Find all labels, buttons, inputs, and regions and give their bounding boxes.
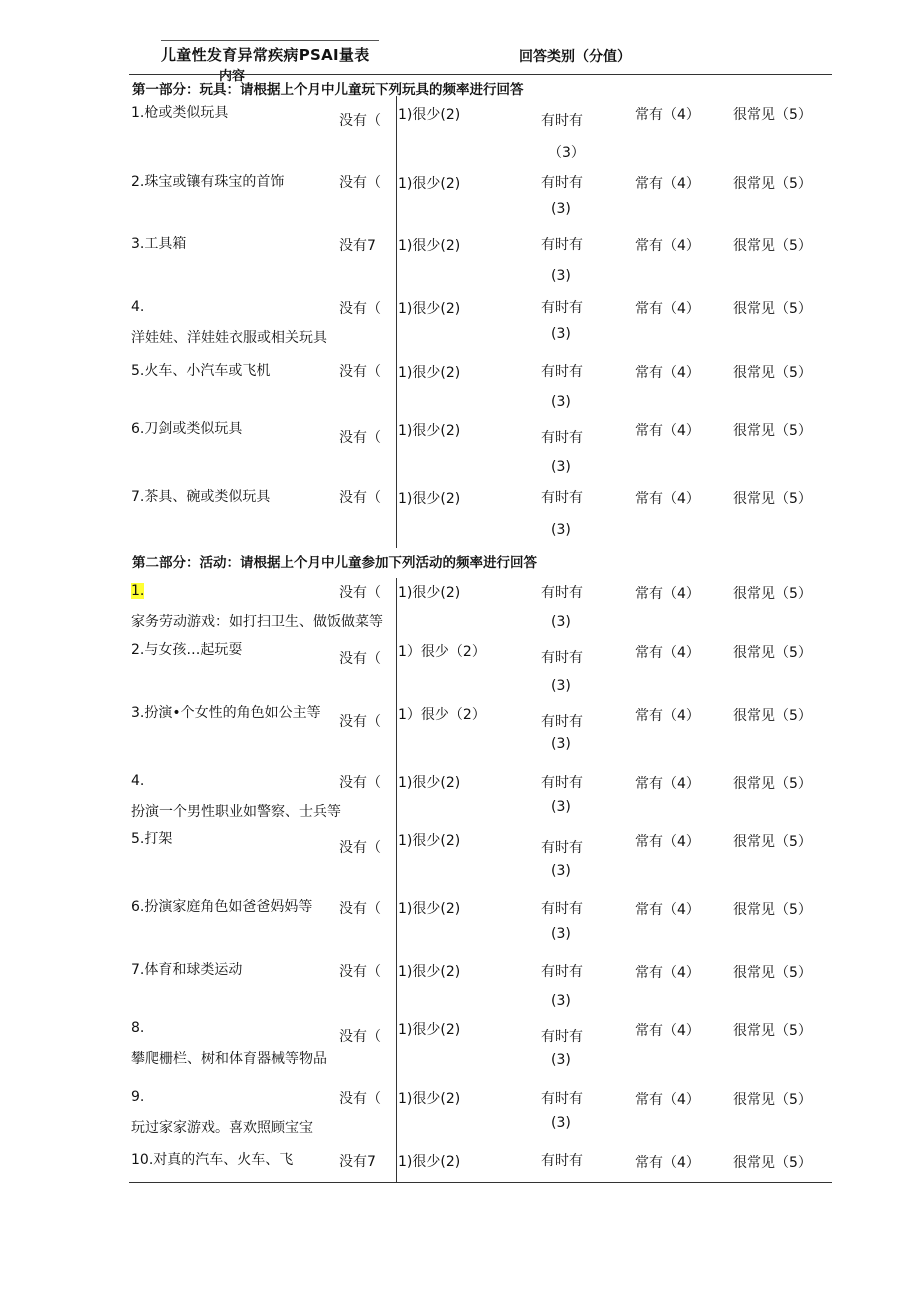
option-rare: 1)很少(2) bbox=[398, 238, 461, 254]
option-sometimes: 有时有 bbox=[541, 237, 583, 253]
option-rare: 1）很少（2） bbox=[398, 707, 486, 723]
part1-item-6 bbox=[0, 414, 920, 474]
option-rare: 1)很少(2) bbox=[398, 901, 461, 917]
part1-heading: 第一部分：玩具：请根据上个月中儿童玩下列玩具的频率进行回答 bbox=[132, 82, 524, 98]
header-top-rule bbox=[161, 40, 379, 41]
option-very-frequent: 很常见（5） bbox=[733, 176, 812, 192]
item-label: 3.工具箱 bbox=[131, 236, 187, 252]
option-very-frequent: 很常见（5） bbox=[733, 1155, 812, 1171]
option-sometimes: 有时有 bbox=[541, 714, 583, 730]
part1-item-5 bbox=[0, 356, 920, 416]
option-rare: 1)很少(2) bbox=[398, 964, 461, 980]
option-often: 常有（4） bbox=[635, 1155, 700, 1171]
item-label: 1.家务劳动游戏：如打扫卫生、做饭做菜等 bbox=[131, 583, 383, 630]
option-sometimes-score: (3) bbox=[551, 678, 571, 694]
option-none: 没有（ bbox=[339, 901, 381, 917]
option-none: 没有（ bbox=[339, 1029, 381, 1045]
part2-item-1 bbox=[0, 576, 920, 636]
option-sometimes: 有时有 bbox=[541, 585, 583, 601]
option-none: 没有（ bbox=[339, 175, 381, 191]
option-very-frequent: 很常见（5） bbox=[733, 902, 812, 918]
option-sometimes: 有时有 bbox=[541, 1091, 583, 1107]
option-sometimes: 有时有 bbox=[541, 775, 583, 791]
option-none: 没有（ bbox=[339, 113, 381, 129]
item-label: 7.体育和球类运动 bbox=[131, 962, 243, 978]
option-rare: 1）很少（2） bbox=[398, 644, 486, 660]
item-label: 10.对真的汽车、火车、飞 bbox=[131, 1152, 294, 1168]
header-bottom-rule bbox=[129, 74, 832, 75]
item-label: 2.与女孩…起玩耍 bbox=[131, 642, 243, 658]
scale-title: 儿童性发育异常疾病PSAI量表 bbox=[161, 46, 370, 64]
option-sometimes-score: (3) bbox=[551, 799, 571, 815]
part1-item-7 bbox=[0, 482, 920, 542]
option-sometimes: 有时有 bbox=[541, 300, 583, 316]
option-sometimes-score: (3) bbox=[551, 201, 571, 217]
option-very-frequent: 很常见（5） bbox=[733, 708, 812, 724]
option-often: 常有（4） bbox=[635, 902, 700, 918]
option-very-frequent: 很常见（5） bbox=[733, 645, 812, 661]
item-label: 7.茶具、碗或类似玩具 bbox=[131, 489, 271, 505]
part2-item-7 bbox=[0, 955, 920, 1015]
option-often: 常有（4） bbox=[635, 586, 700, 602]
part1-item-3 bbox=[0, 229, 920, 289]
option-sometimes-score: (3) bbox=[551, 736, 571, 752]
option-rare: 1)很少(2) bbox=[398, 833, 461, 849]
option-often: 常有（4） bbox=[635, 423, 700, 439]
option-sometimes: 有时有 bbox=[541, 113, 583, 129]
part2-item-4 bbox=[0, 766, 920, 826]
option-often: 常有（4） bbox=[635, 1023, 700, 1039]
option-sometimes: 有时有 bbox=[541, 1029, 583, 1045]
item-label: 4.洋娃娃、洋娃娃衣服或相关玩具 bbox=[131, 299, 327, 346]
option-often: 常有（4） bbox=[635, 645, 700, 661]
item-label: 5.打架 bbox=[131, 831, 173, 847]
item-label: 6.扮演家庭角色如爸爸妈妈等 bbox=[131, 899, 313, 915]
option-sometimes-score: (3) bbox=[551, 1052, 571, 1068]
option-very-frequent: 很常见（5） bbox=[733, 238, 812, 254]
option-sometimes: 有时有 bbox=[541, 650, 583, 666]
part2-item-6 bbox=[0, 892, 920, 952]
highlighted-number: 1. bbox=[131, 583, 145, 599]
option-none: 没有7 bbox=[339, 1154, 376, 1170]
part1-item-1 bbox=[0, 98, 920, 161]
option-sometimes-score: (3) bbox=[551, 1115, 571, 1131]
option-rare: 1)很少(2) bbox=[398, 107, 461, 123]
option-very-frequent: 很常见（5） bbox=[733, 776, 812, 792]
option-none: 没有（ bbox=[339, 775, 381, 791]
option-sometimes-score: (3) bbox=[551, 394, 571, 410]
option-none: 没有（ bbox=[339, 585, 381, 601]
item-label: 8.攀爬栅栏、树和体育器械等物品 bbox=[131, 1020, 327, 1067]
part2-heading: 第二部分：活动：请根据上个月中儿童参加下列活动的频率进行回答 bbox=[132, 555, 537, 571]
option-rare: 1)很少(2) bbox=[398, 775, 461, 791]
option-sometimes-score: (3) bbox=[551, 993, 571, 1009]
option-very-frequent: 很常见（5） bbox=[733, 1092, 812, 1108]
option-sometimes-score: (3) bbox=[551, 863, 571, 879]
option-sometimes: 有时有 bbox=[541, 175, 583, 191]
option-sometimes: 有时有 bbox=[541, 430, 583, 446]
option-very-frequent: 很常见（5） bbox=[733, 586, 812, 602]
option-very-frequent: 很常见（5） bbox=[733, 107, 812, 123]
option-sometimes-score: (3) bbox=[551, 926, 571, 942]
option-none: 没有（ bbox=[339, 430, 381, 446]
option-sometimes-score: （3） bbox=[548, 145, 585, 161]
option-very-frequent: 很常见（5） bbox=[733, 491, 812, 507]
item-label: 2.珠宝或镶有珠宝的首饰 bbox=[131, 174, 285, 190]
item-label: 6.刀剑或类似玩具 bbox=[131, 421, 243, 437]
item-label: 5.火车、小汽车或飞机 bbox=[131, 363, 271, 379]
option-sometimes-score: (3) bbox=[551, 614, 571, 630]
part1-item-2 bbox=[0, 167, 920, 227]
option-often: 常有（4） bbox=[635, 834, 700, 850]
option-rare: 1)很少(2) bbox=[398, 423, 461, 439]
option-rare: 1)很少(2) bbox=[398, 176, 461, 192]
part1-item-4 bbox=[0, 292, 920, 352]
option-rare: 1)很少(2) bbox=[398, 365, 461, 381]
option-sometimes-score: (3) bbox=[551, 522, 571, 538]
option-rare: 1)很少(2) bbox=[398, 1154, 461, 1170]
part2-item-9 bbox=[0, 1082, 920, 1142]
option-often: 常有（4） bbox=[635, 365, 700, 381]
part2-item-10 bbox=[0, 1145, 920, 1177]
option-none: 没有（ bbox=[339, 714, 381, 730]
option-often: 常有（4） bbox=[635, 301, 700, 317]
option-none: 没有（ bbox=[339, 301, 381, 317]
option-none: 没有（ bbox=[339, 1091, 381, 1107]
part2-item-2 bbox=[0, 635, 920, 695]
option-rare: 1)很少(2) bbox=[398, 301, 461, 317]
item-label: 4.扮演一个男性职业如警察、士兵等 bbox=[131, 773, 341, 820]
option-none: 没有7 bbox=[339, 238, 376, 254]
option-very-frequent: 很常见（5） bbox=[733, 834, 812, 850]
option-rare: 1)很少(2) bbox=[398, 491, 461, 507]
option-often: 常有（4） bbox=[635, 776, 700, 792]
table-bottom-rule bbox=[129, 1182, 832, 1183]
option-sometimes: 有时有 bbox=[541, 964, 583, 980]
option-rare: 1)很少(2) bbox=[398, 1091, 461, 1107]
content-column-header: 内容 bbox=[219, 69, 246, 84]
answer-category-header: 回答类别（分值） bbox=[519, 49, 631, 65]
option-sometimes: 有时有 bbox=[541, 901, 583, 917]
option-sometimes-score: (3) bbox=[551, 459, 571, 475]
option-often: 常有（4） bbox=[635, 238, 700, 254]
option-sometimes: 有时有 bbox=[541, 1153, 583, 1169]
option-rare: 1)很少(2) bbox=[398, 1022, 461, 1038]
part2-item-5 bbox=[0, 824, 920, 884]
option-none: 没有（ bbox=[339, 651, 381, 667]
option-often: 常有（4） bbox=[635, 176, 700, 192]
option-sometimes-score: (3) bbox=[551, 268, 571, 284]
part2-item-8 bbox=[0, 1013, 920, 1073]
part2-item-3 bbox=[0, 698, 920, 758]
option-sometimes-score: (3) bbox=[551, 326, 571, 342]
option-none: 没有（ bbox=[339, 490, 381, 506]
option-very-frequent: 很常见（5） bbox=[733, 423, 812, 439]
option-rare: 1)很少(2) bbox=[398, 585, 461, 601]
option-very-frequent: 很常见（5） bbox=[733, 965, 812, 981]
option-often: 常有（4） bbox=[635, 708, 700, 724]
option-none: 没有（ bbox=[339, 964, 381, 980]
option-often: 常有（4） bbox=[635, 491, 700, 507]
option-often: 常有（4） bbox=[635, 1092, 700, 1108]
option-sometimes: 有时有 bbox=[541, 840, 583, 856]
option-sometimes: 有时有 bbox=[541, 490, 583, 506]
option-often: 常有（4） bbox=[635, 965, 700, 981]
option-very-frequent: 很常见（5） bbox=[733, 301, 812, 317]
item-label: 9.玩过家家游戏。喜欢照顾宝宝 bbox=[131, 1089, 313, 1136]
item-label: 1.枪或类似玩具 bbox=[131, 105, 229, 121]
option-none: 没有（ bbox=[339, 840, 381, 856]
option-none: 没有（ bbox=[339, 364, 381, 380]
option-very-frequent: 很常见（5） bbox=[733, 1023, 812, 1039]
item-label: 3.扮演•个女性的角色如公主等 bbox=[131, 705, 321, 721]
option-sometimes: 有时有 bbox=[541, 364, 583, 380]
option-very-frequent: 很常见（5） bbox=[733, 365, 812, 381]
option-often: 常有（4） bbox=[635, 107, 700, 123]
